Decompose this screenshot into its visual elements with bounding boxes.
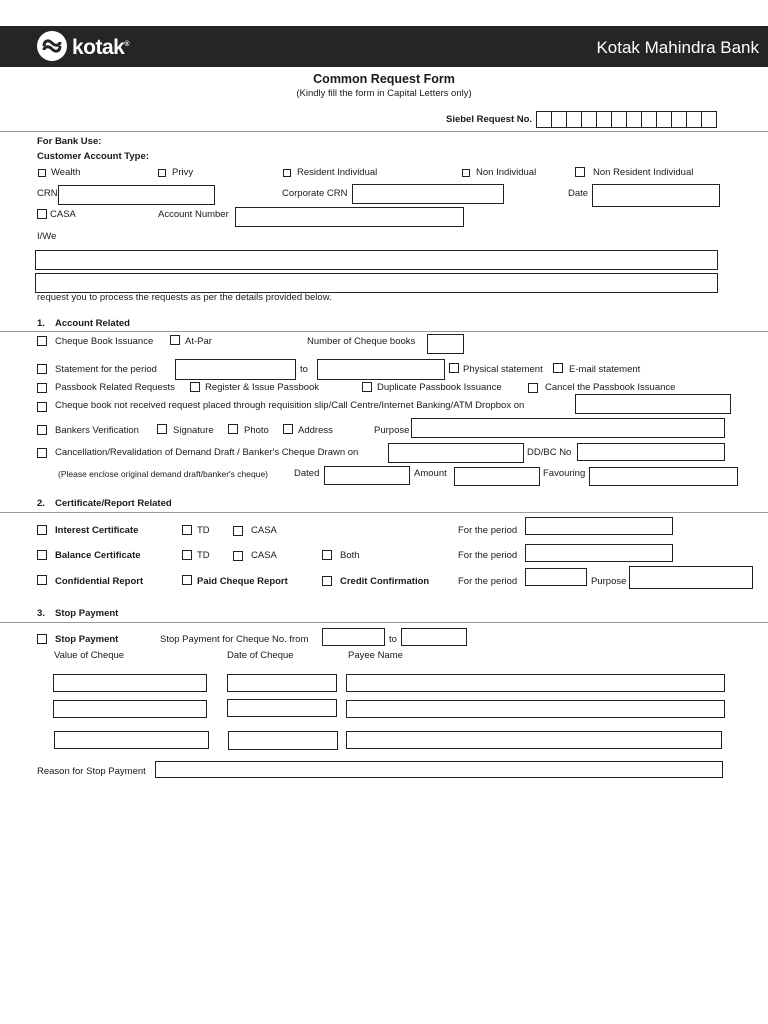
number-of-cheque-books-label: Number of Cheque books — [307, 336, 416, 347]
report-period-label: For the period — [458, 576, 518, 587]
register-passbook-label: Register & Issue Passbook — [205, 382, 320, 393]
paid-cheque-report-label: Paid Cheque Report — [197, 576, 288, 587]
crn-label: CRN — [37, 188, 58, 199]
dd-bc-no-input[interactable] — [577, 443, 725, 461]
balance-casa-checkbox[interactable] — [233, 551, 243, 561]
date-label: Date — [568, 188, 589, 199]
favouring-input[interactable] — [589, 467, 738, 486]
cheque-not-received-date-input[interactable] — [575, 394, 731, 414]
balance-certificate-label: Balance Certificate — [55, 550, 141, 561]
interest-td-checkbox[interactable] — [182, 525, 192, 535]
name-line-2-input[interactable] — [35, 273, 718, 293]
balance-certificate-checkbox[interactable] — [37, 550, 47, 560]
statement-period-checkbox[interactable] — [37, 364, 47, 374]
interest-certificate-label: Interest Certificate — [55, 525, 139, 536]
statement-from-input[interactable] — [175, 359, 296, 380]
address-label: Address — [298, 425, 333, 436]
physical-statement-label: Physical statement — [463, 364, 543, 375]
balance-period-input[interactable] — [525, 544, 673, 562]
stop-payment-checkbox[interactable] — [37, 634, 47, 644]
cheque-book-issuance-label: Cheque Book Issuance — [55, 336, 154, 347]
verification-purpose-input[interactable] — [411, 418, 725, 438]
duplicate-passbook-checkbox[interactable] — [362, 382, 372, 392]
balance-period-label: For the period — [458, 550, 518, 561]
section2-title: Certificate/Report Related — [55, 498, 172, 509]
balance-both-label: Both — [340, 550, 360, 561]
form-title: Common Request Form — [313, 72, 455, 86]
stop-reason-input[interactable] — [155, 761, 723, 778]
date-input[interactable] — [592, 184, 720, 207]
interest-td-label: TD — [197, 525, 210, 536]
address-checkbox[interactable] — [283, 424, 293, 434]
bankers-verification-label: Bankers Verification — [55, 425, 139, 436]
non-individual-checkbox[interactable] — [462, 169, 470, 177]
confidential-report-checkbox[interactable] — [37, 575, 47, 585]
email-statement-checkbox[interactable] — [553, 363, 563, 373]
report-purpose-label: Purpose — [591, 576, 627, 587]
credit-confirmation-label: Credit Confirmation — [340, 576, 430, 587]
cheque-date-input-2[interactable] — [227, 699, 337, 717]
casa-label: CASA — [50, 209, 76, 220]
stop-cheque-to-input[interactable] — [401, 628, 467, 646]
cheque-value-input-2[interactable] — [53, 700, 207, 718]
dated-label: Dated — [294, 468, 320, 479]
signature-label: Signature — [173, 425, 214, 436]
dd-cancellation-label: Cancellation/Revalidation of Demand Draft / Banker's Cheque Drawn on — [55, 447, 359, 458]
register-passbook-checkbox[interactable] — [190, 382, 200, 392]
cancel-passbook-checkbox[interactable] — [528, 383, 538, 393]
cheque-value-input-1[interactable] — [53, 674, 207, 692]
cheque-value-input-3[interactable] — [54, 731, 209, 749]
corporate-crn-label: Corporate CRN — [282, 188, 348, 199]
stop-payment-from-label: Stop Payment for Cheque No. from — [160, 634, 309, 645]
non-resident-individual-checkbox[interactable] — [575, 167, 585, 177]
stop-cheque-from-input[interactable] — [322, 628, 385, 646]
privy-checkbox[interactable] — [158, 169, 166, 177]
dd-drawn-on-input[interactable] — [388, 443, 524, 463]
account-number-label: Account Number — [158, 209, 229, 220]
payee-name-label: Payee Name — [348, 650, 403, 661]
favouring-label: Favouring — [543, 468, 586, 479]
account-type-heading: Customer Account Type: — [37, 151, 149, 162]
interest-period-input[interactable] — [525, 517, 673, 535]
logo-text: kotak® — [72, 36, 130, 59]
iwe-label: I/We — [37, 231, 57, 242]
photo-label: Photo — [244, 425, 269, 436]
interest-casa-checkbox[interactable] — [233, 526, 243, 536]
amount-label: Amount — [414, 468, 447, 479]
siebel-request-input[interactable] — [537, 111, 717, 128]
passbook-requests-checkbox[interactable] — [37, 383, 47, 393]
interest-casa-label: CASA — [251, 525, 277, 536]
paid-cheque-report-checkbox[interactable] — [182, 575, 192, 585]
section2-number: 2. — [37, 498, 45, 509]
form-subtitle: (Kindly fill the form in Capital Letters only) — [296, 88, 472, 99]
statement-to-input[interactable] — [317, 359, 445, 380]
section3-number: 3. — [37, 608, 45, 619]
wealth-label: Wealth — [51, 167, 81, 178]
kotak-logo-icon — [37, 31, 67, 61]
stop-payment-label: Stop Payment — [55, 634, 119, 645]
divider — [0, 512, 768, 513]
stop-reason-label: Reason for Stop Payment — [37, 766, 146, 777]
dd-bc-no-label: DD/BC No — [527, 447, 572, 458]
at-par-label: At-Par — [185, 336, 212, 347]
stop-cheque-to-label: to — [389, 634, 397, 645]
duplicate-passbook-label: Duplicate Passbook Issuance — [377, 382, 502, 393]
report-period-input[interactable] — [525, 568, 587, 586]
section3-title: Stop Payment — [55, 608, 119, 619]
confidential-report-label: Confidential Report — [55, 576, 144, 587]
dated-input[interactable] — [324, 466, 410, 485]
resident-individual-checkbox[interactable] — [283, 169, 291, 177]
photo-checkbox[interactable] — [228, 424, 238, 434]
credit-confirmation-checkbox[interactable] — [322, 576, 332, 586]
enclose-note: (Please enclose original demand draft/banker's cheque) — [58, 469, 268, 479]
physical-statement-checkbox[interactable] — [449, 363, 459, 373]
payee-name-input-1[interactable] — [346, 674, 725, 692]
section1-number: 1. — [37, 318, 45, 329]
amount-input[interactable] — [454, 467, 540, 486]
resident-individual-label: Resident Individual — [297, 167, 378, 178]
report-purpose-input[interactable] — [629, 566, 753, 589]
section1-title: Account Related — [55, 318, 130, 329]
interest-period-label: For the period — [458, 525, 518, 536]
cheque-not-received-label: Cheque book not received request placed through requisition slip/Call Centre/Internet Banking/ATM Dropbox on — [55, 400, 525, 411]
statement-to-label: to — [300, 364, 308, 375]
corporate-crn-input[interactable] — [352, 184, 504, 204]
request-text: request you to process the requests as per the details provided below. — [37, 292, 332, 303]
bank-name: Kotak Mahindra Bank — [596, 38, 759, 57]
bankers-verification-checkbox[interactable] — [37, 425, 47, 435]
cheque-date-input-3[interactable] — [228, 731, 338, 750]
account-number-input[interactable] — [235, 207, 464, 227]
verification-purpose-label: Purpose — [374, 425, 410, 436]
cheque-book-issuance-checkbox[interactable] — [37, 336, 47, 346]
balance-both-checkbox[interactable] — [322, 550, 332, 560]
cheque-date-input-1[interactable] — [227, 674, 337, 692]
cheque-books-count-input[interactable] — [427, 334, 464, 354]
dd-cancellation-checkbox[interactable] — [37, 448, 47, 458]
divider — [0, 131, 768, 132]
payee-name-input-2[interactable] — [346, 700, 725, 718]
divider — [0, 331, 768, 332]
date-of-cheque-label: Date of Cheque — [227, 650, 294, 661]
statement-period-label: Statement for the period — [55, 364, 157, 375]
bank-use-heading: For Bank Use: — [37, 136, 102, 147]
at-par-checkbox[interactable] — [170, 335, 180, 345]
crn-input[interactable] — [58, 185, 215, 205]
casa-checkbox[interactable] — [37, 209, 47, 219]
siebel-label: Siebel Request No. — [446, 114, 533, 125]
email-statement-label: E-mail statement — [569, 364, 641, 375]
signature-checkbox[interactable] — [157, 424, 167, 434]
interest-certificate-checkbox[interactable] — [37, 525, 47, 535]
non-individual-label: Non Individual — [476, 167, 537, 178]
value-of-cheque-label: Value of Cheque — [54, 650, 125, 661]
cheque-not-received-checkbox[interactable] — [37, 402, 47, 412]
divider — [0, 622, 768, 623]
name-line-1-input[interactable] — [35, 250, 718, 270]
non-resident-individual-label: Non Resident Individual — [593, 167, 694, 178]
cancel-passbook-label: Cancel the Passbook Issuance — [545, 382, 676, 393]
balance-td-label: TD — [197, 550, 210, 561]
passbook-requests-label: Passbook Related Requests — [55, 382, 175, 393]
balance-td-checkbox[interactable] — [182, 550, 192, 560]
wealth-checkbox[interactable] — [38, 169, 46, 177]
balance-casa-label: CASA — [251, 550, 277, 561]
payee-name-input-3[interactable] — [346, 731, 722, 749]
privy-label: Privy — [172, 167, 194, 178]
